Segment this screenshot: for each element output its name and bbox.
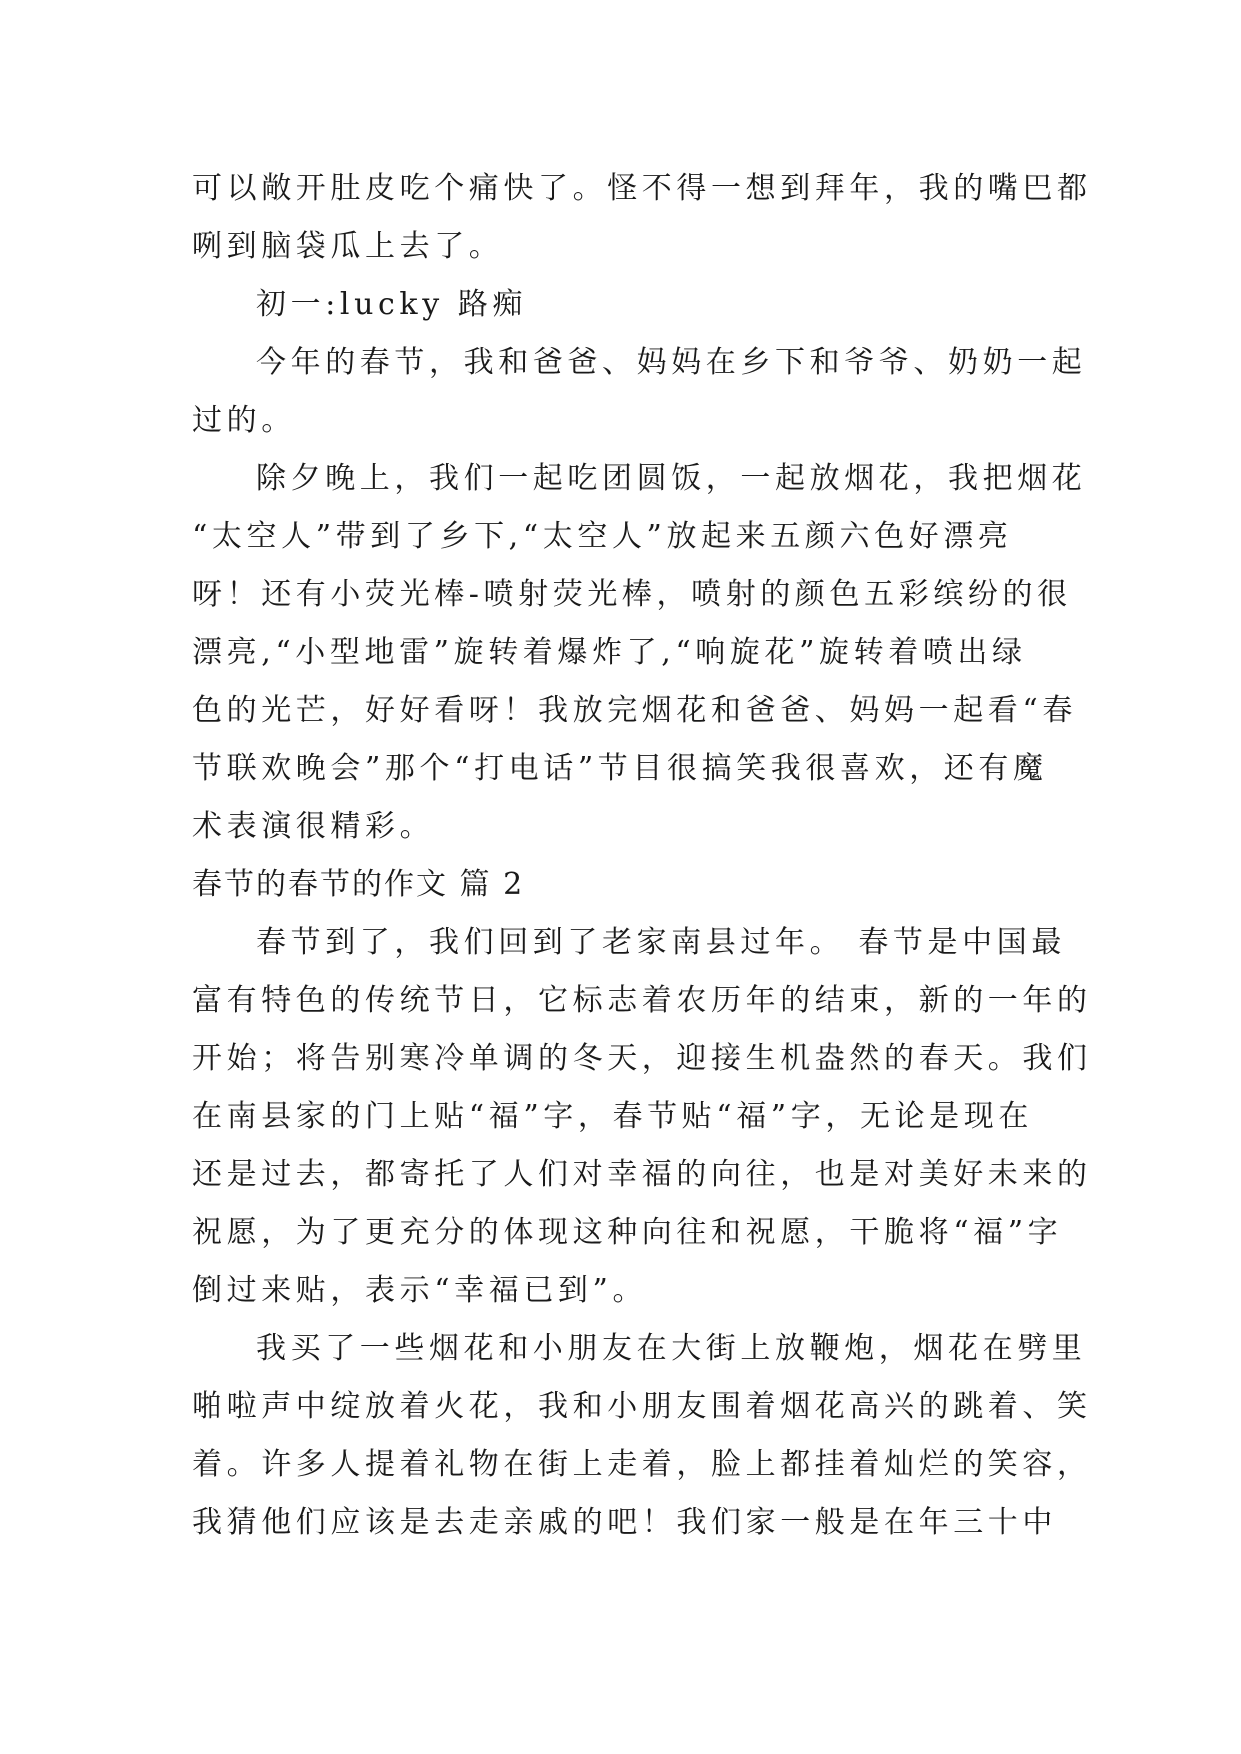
text-line: 着。许多人提着礼物在街上走着，脸上都挂着灿烂的笑容， [192,1447,1092,1482]
text-line: 漂亮,“小型地雷”旋转着爆炸了,“响旋花”旋转着喷出绿 [192,635,1027,670]
text-line: 初一:lucky 路痴 [256,287,528,322]
text-line: 色的光芒，好好看呀！我放完烟花和爸爸、妈妈一起看“春 [192,693,1077,728]
text-line: 我买了一些烟花和小朋友在大街上放鞭炮，烟花在劈里 [256,1331,1087,1366]
text-line: 除夕晚上，我们一起吃团圆饭，一起放烟花，我把烟花 [256,461,1087,496]
text-line: 祝愿，为了更充分的体现这种向往和祝愿，干脆将“福”字 [192,1215,1063,1250]
text-line: 还是过去，都寄托了人们对幸福的向往，也是对美好未来的 [192,1157,1092,1192]
text-line: 节联欢晚会”那个“打电话”节目很搞笑我很喜欢，还有魔 [192,751,1048,786]
text-line: “太空人”带到了乡下,“太空人”放起来五颜六色好漂亮 [192,519,1013,554]
text-line: 春节到了，我们回到了老家南县过年。 春节是中国最 [256,925,1066,960]
text-line: 术表演很精彩。 [192,809,435,844]
text-line: 我猜他们应该是去走亲戚的吧！我们家一般是在年三十中 [192,1505,1057,1540]
text-line: 在南县家的门上贴“福”字，春节贴“福”字，无论是现在 [192,1099,1033,1134]
text-line: 可以敞开肚皮吃个痛快了。怪不得一想到拜年，我的嘴巴都 [192,171,1092,206]
text-line: 过的。 [192,403,296,438]
text-line: 咧到脑袋瓜上去了。 [192,229,504,264]
text-line: 今年的春节，我和爸爸、妈妈在乡下和爷爷、奶奶一起 [256,345,1087,380]
section-heading: 春节的春节的作文 篇 2 [192,867,525,902]
text-line: 倒过来贴，表示“幸福已到”。 [192,1273,648,1308]
text-line: 富有特色的传统节日，它标志着农历年的结束，新的一年的 [192,983,1092,1018]
text-line: 开始；将告别寒冷单调的冬天，迎接生机盎然的春天。我们 [192,1041,1092,1076]
text-line: 呀！还有小荧光棒-喷射荧光棒，喷射的颜色五彩缤纷的很 [192,577,1072,612]
text-line: 啪啦声中绽放着火花，我和小朋友围着烟花高兴的跳着、笑 [192,1389,1092,1424]
